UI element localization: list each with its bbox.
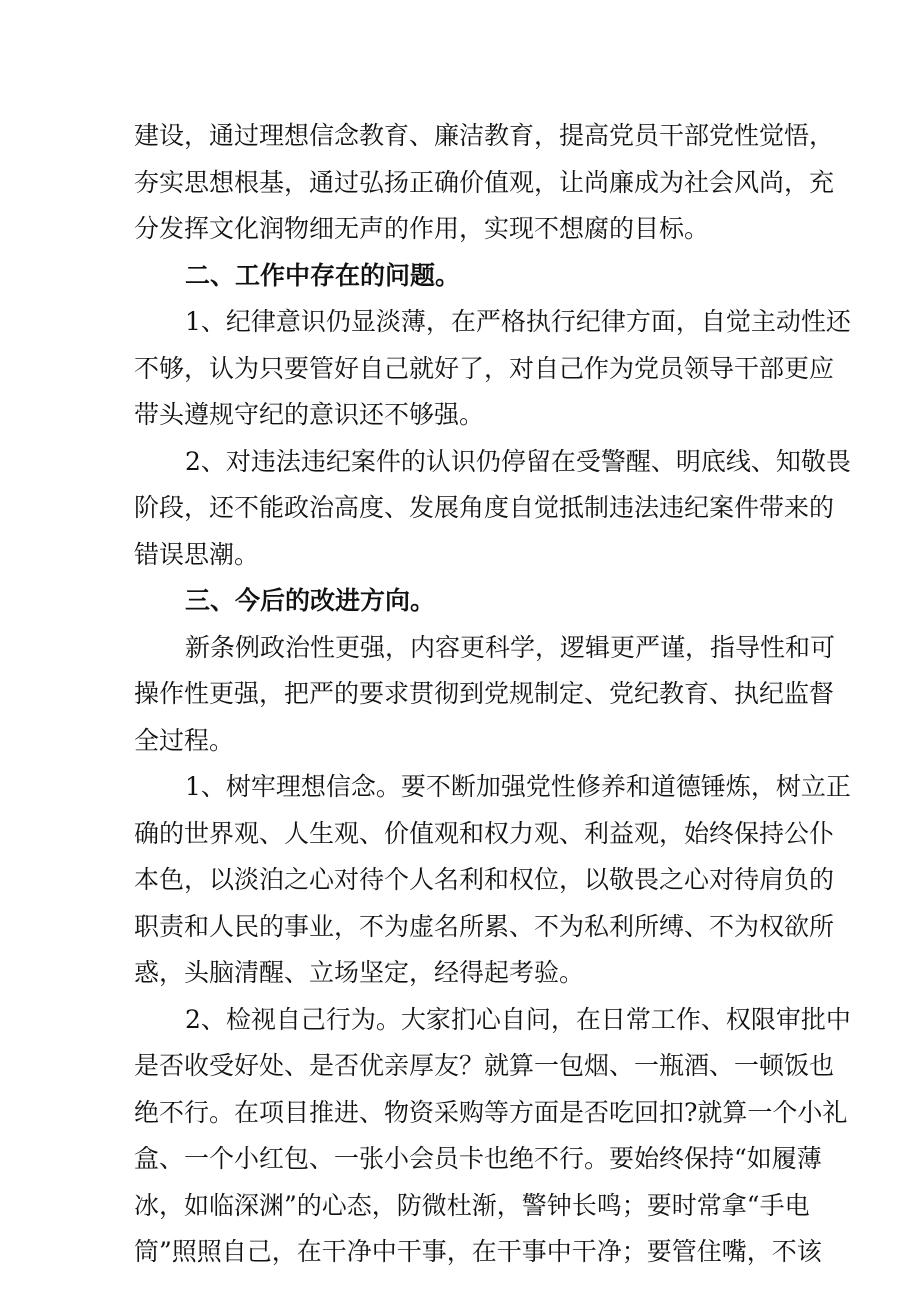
paragraph-line: 职责和人民的事业，不为虚名所累、不为私利所缚、不为权欲所 — [134, 911, 835, 941]
paragraph-line: 绝不行。在项目推进、物资采购等方面是否吃回扣?就算一个小礼 — [134, 1097, 848, 1127]
paragraph-line: 错误思潮。 — [134, 539, 260, 569]
paragraph-line: 1、纪律意识仍显淡薄，在严格执行纪律方面，自觉主动性还 — [185, 307, 851, 336]
paragraph-line: 分发挥文化润物细无声的作用，实现不想腐的目标。 — [134, 214, 710, 243]
paragraph-line: 2、检视自己行为。大家扪心自问，在日常工作、权限审批中 — [185, 1004, 851, 1034]
paragraph-line: 筒”照照自己，在干净中干事，在干事中干净；要管住嘴，不该 — [134, 1237, 822, 1266]
paragraph-line: 确的世界观、人生观、价值观和权力观、利益观，始终保持公仆 — [134, 818, 835, 848]
document-page — [134, 113, 851, 1276]
paragraph-line: 建设，通过理想信念教育、廉洁教育，提高党员干部党性觉悟， — [134, 121, 835, 150]
paragraph-line: 不够，认为只要管好自己就好了，对自己作为党员领导干部更应 — [134, 353, 835, 383]
paragraph-line: 新条例政治性更强，内容更科学，逻辑更严谨，指导性和可 — [185, 632, 836, 662]
paragraph-line: 是否收受好处、是否优亲厚友？就算一包烟、一瓶酒、一顿饭也 — [134, 1051, 835, 1080]
section-heading: 二、工作中存在的问题。 — [185, 260, 461, 290]
paragraph-line: 夯实思想根基，通过弘扬正确价值观，让尚廉成为社会风尚，充 — [134, 167, 835, 197]
paragraph-line: 2、对违法违纪案件的认识仍停留在受警醒、明底线、知敬畏 — [185, 446, 851, 476]
paragraph-line: 全过程。 — [134, 725, 235, 755]
paragraph-line: 冰，如临深渊”的心态，防微杜渐，警钟长鸣；要时常拿“手电 — [134, 1190, 810, 1220]
paragraph-line: 惑，头脑清醒、立场坚定，经得起考验。 — [134, 958, 585, 987]
paragraph-line: 1、树牢理想信念。要不断加强党性修养和道德锤炼，树立正 — [185, 772, 851, 801]
paragraph-line: 本色，以淡泊之心对待个人名利和权位，以敬畏之心对待肩负的 — [134, 865, 835, 894]
paragraph-line: 盒、一个小红包、一张小会员卡也绝不行。要始终保持“如履薄 — [134, 1144, 822, 1173]
paragraph-line: 阶段，还不能政治高度、发展角度自觉抵制违法违纪案件带来的 — [134, 493, 835, 522]
paragraph-line: 带头遵规守纪的意识还不够强。 — [134, 400, 485, 429]
section-heading: 三、今后的改进方向。 — [185, 586, 436, 615]
paragraph-line: 操作性更强，把严的要求贯彻到党规制定、党纪教育、执纪监督 — [134, 679, 835, 708]
